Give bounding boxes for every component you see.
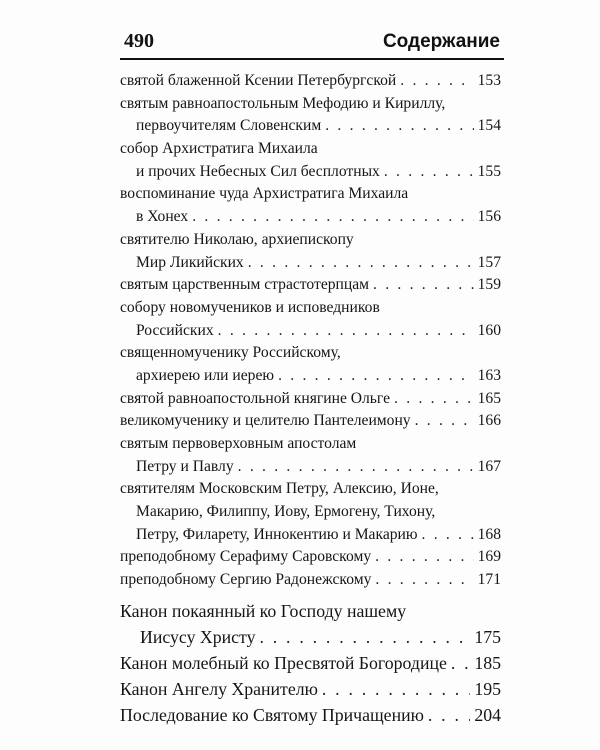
- toc-entry: [120, 161, 501, 184]
- toc-entry-title: великомученику и целителю Пантелеимону: [120, 412, 411, 430]
- toc-entry-page-number: 185: [474, 652, 501, 673]
- toc-entry: [120, 252, 501, 275]
- toc-entry: [120, 138, 501, 161]
- toc-entry-title: Петру и Павлу: [136, 457, 234, 475]
- toc-entry-title: преподобному Сергию Радонежскому: [120, 571, 372, 589]
- toc-entry-page-number: 160: [477, 321, 501, 339]
- toc-entry-title: святителю Николаю, архиепископу: [120, 230, 354, 248]
- toc-entry-title: преподобному Серафиму Саровскому: [120, 548, 372, 566]
- toc-entry: [120, 598, 501, 624]
- toc-entry-title: святой равноапостольной княгине Ольге: [120, 389, 391, 407]
- toc-entry-title: воспоминание чуда Архистратига Михаила: [120, 185, 409, 203]
- toc-entry: [120, 456, 501, 479]
- table-of-contents: [120, 70, 501, 728]
- toc-entry: [120, 320, 501, 343]
- dot-leader: [238, 456, 474, 479]
- toc-entry-title: святым первоверховным апостолам: [120, 435, 357, 452]
- toc-entry: [120, 274, 501, 297]
- toc-entry-title: архиерею или иерею: [136, 366, 275, 384]
- toc-entry: [120, 624, 501, 650]
- toc-entry-page-number: 159: [477, 276, 501, 294]
- toc-entry: [120, 365, 501, 388]
- dot-leader: [259, 624, 470, 650]
- dot-leader: [451, 650, 470, 676]
- dot-leader: [428, 702, 470, 728]
- dot-leader: [218, 320, 474, 343]
- toc-entry-title: Канон покаянный ко Господу нашему: [120, 600, 407, 621]
- toc-entry: [120, 546, 501, 569]
- toc-entry-title: Канон Ангелу Хранителю: [120, 678, 318, 699]
- toc-entry: [120, 501, 501, 524]
- toc-entry: [120, 433, 501, 456]
- toc-entry-title: Последование ко Святому Причащению: [120, 704, 424, 725]
- toc-entry: [120, 115, 501, 138]
- toc-entry-title: в Хонех: [136, 208, 189, 226]
- dot-leader: [325, 115, 473, 138]
- toc-entry-page-number: 157: [477, 253, 501, 271]
- toc-entry-title: Российских: [136, 321, 214, 339]
- toc-entry: [120, 676, 501, 702]
- toc-entry: [120, 524, 501, 547]
- toc-entry-title: святым равноапостольным Мефодию и Кириллу,: [120, 94, 446, 112]
- toc-entry: [120, 229, 501, 252]
- toc-entry: [120, 650, 501, 676]
- toc-entry-page-number: 163: [477, 366, 501, 384]
- toc-entry-page-number: 156: [477, 208, 501, 226]
- dot-leader: [394, 388, 474, 411]
- toc-entry-page-number: 154: [477, 117, 501, 135]
- toc-entry-title: собор Архистратига Михаила: [120, 140, 318, 158]
- toc-entry-title: святителям Московским Петру, Алексию, Ионе,: [120, 480, 439, 498]
- toc-entry-page-number: 166: [477, 412, 501, 430]
- toc-entry-title: собору новомучеников и исповедников: [120, 298, 380, 316]
- toc-entry-title: святым царственным страстотерпцам: [120, 276, 370, 294]
- toc-entry: [120, 569, 501, 592]
- toc-entry: [120, 70, 501, 93]
- toc-entry-title: и прочих Небесных Сил бесплотных: [136, 162, 380, 180]
- section-title: Содержание: [382, 31, 500, 52]
- dot-leader: [375, 546, 473, 569]
- toc-entry-page-number: 168: [477, 525, 501, 543]
- toc-entry: [120, 206, 501, 229]
- toc-entry: [120, 183, 501, 206]
- toc-entry: [120, 478, 501, 501]
- dot-leader: [400, 70, 473, 93]
- dot-leader: [278, 365, 474, 388]
- toc-entry-title: Петру, Филарету, Иннокентию и Макарию: [136, 525, 418, 543]
- toc-entry-page-number: 204: [474, 704, 501, 725]
- page-number: 490: [124, 30, 154, 52]
- header-divider: [120, 58, 504, 60]
- toc-entry: [120, 342, 501, 365]
- toc-entry-page-number: 155: [477, 162, 501, 180]
- toc-entry-title: первоучителям Словенским: [136, 117, 322, 135]
- dot-leader: [322, 676, 470, 702]
- toc-entry-title: Макарию, Филиппу, Иову, Ермогену, Тихону,: [136, 503, 436, 521]
- toc-entry: [120, 702, 501, 728]
- toc-entry-title: Мир Ликийских: [136, 253, 244, 271]
- dot-leader: [192, 206, 473, 229]
- dot-leader: [415, 410, 474, 433]
- toc-entry: [120, 388, 501, 411]
- dot-leader: [373, 274, 474, 297]
- toc-entry-title: Канон молебный ко Пресвятой Богородице: [120, 652, 447, 673]
- toc-entry-page-number: 153: [477, 72, 501, 89]
- toc-entry-page-number: 169: [477, 548, 501, 566]
- toc-entry-page-number: 165: [477, 389, 501, 407]
- dot-leader: [384, 161, 474, 184]
- dot-leader: [375, 569, 473, 592]
- toc-entry-title: святой блаженной Ксении Петербургской: [120, 72, 397, 89]
- toc-entry-page-number: 171: [477, 571, 501, 589]
- toc-entry-title: Иисусу Христу: [140, 626, 256, 647]
- toc-entry: [120, 93, 501, 116]
- toc-entry-title: священномученику Российскому,: [120, 344, 341, 362]
- toc-entry: [120, 297, 501, 320]
- page-header: [124, 30, 500, 60]
- dot-leader: [422, 524, 474, 547]
- toc-entry-page-number: 175: [474, 626, 501, 647]
- toc-entry-page-number: 167: [477, 457, 501, 475]
- dot-leader: [248, 252, 474, 275]
- toc-entry-page-number: 195: [474, 678, 501, 699]
- toc-entry: [120, 410, 501, 433]
